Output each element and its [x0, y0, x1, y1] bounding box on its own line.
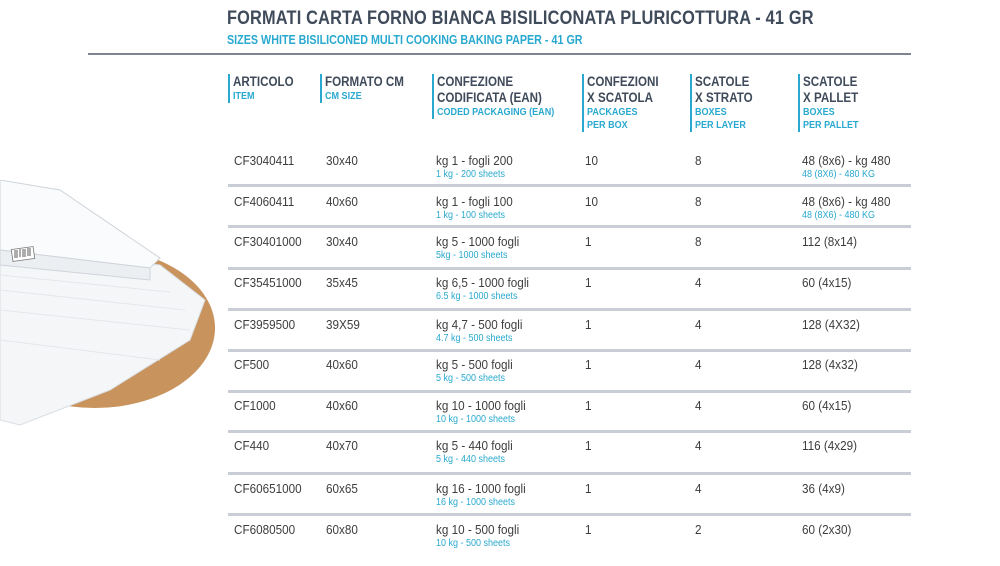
item-boxes-per-layer: 4 — [695, 398, 702, 413]
item-boxes-per-pallet: 60 (2x30) — [802, 522, 852, 537]
item-packaging-en: 4.7 kg - 500 sheets — [436, 333, 513, 344]
header-formato: FORMATO CM CM SIZE — [320, 74, 417, 103]
item-packages-per-box: 1 — [585, 398, 592, 413]
item-size: 40x70 — [326, 438, 358, 453]
item-size: 60x80 — [326, 522, 358, 537]
item-packaging-en: 16 kg - 1000 sheets — [436, 497, 516, 508]
item-boxes-per-pallet: 48 (8x6) - kg 480 — [802, 194, 891, 209]
item-packaging-en: 10 kg - 1000 sheets — [436, 414, 516, 425]
item-boxes-per-pallet: 116 (4x29) — [802, 438, 858, 453]
item-code: CF30401000 — [234, 234, 302, 249]
item-code: CF1000 — [234, 398, 276, 413]
item-packaging-en: 6.5 kg - 1000 sheets — [436, 291, 518, 302]
item-code: CF4060411 — [234, 194, 295, 209]
item-boxes-per-layer: 4 — [695, 275, 702, 290]
item-packaging: kg 10 - 1000 fogli — [436, 398, 526, 413]
item-boxes-per-layer: 8 — [695, 234, 702, 249]
item-boxes-per-layer: 4 — [695, 357, 702, 372]
item-code: CF6080500 — [234, 522, 296, 537]
item-packaging-en: 1 kg - 100 sheets — [436, 210, 506, 221]
item-code: CF60651000 — [234, 481, 302, 496]
item-packaging-en: 1 kg - 200 sheets — [436, 169, 506, 180]
item-size: 30x40 — [326, 234, 358, 249]
header-confezione: CONFEZIONE CODIFICATA (EAN) CODED PACKAGING (EAN) — [432, 74, 573, 119]
item-packaging: kg 1 - fogli 100 — [436, 194, 513, 209]
page-subtitle: SIZES WHITE BISILICONED MULTI COOKING BAKING PAPER - 41 GR — [227, 33, 583, 47]
header-articolo: ARTICOLO ITEM — [228, 74, 304, 103]
item-boxes-per-pallet-en: 48 (8X6) - 480 KG — [802, 210, 876, 221]
header-scatole-pallet: SCATOLE X PALLET BOXES PER PALLET — [798, 74, 868, 132]
item-packages-per-box: 1 — [585, 234, 592, 249]
item-size: 35x45 — [326, 275, 358, 290]
baking-paper-box-illustration — [0, 180, 215, 430]
row-separator — [228, 513, 911, 516]
item-packages-per-box: 10 — [585, 194, 599, 209]
item-packaging: kg 5 - 440 fogli — [436, 438, 513, 453]
title-divider — [88, 53, 911, 55]
item-packages-per-box: 1 — [585, 522, 592, 537]
row-separator — [228, 349, 911, 352]
item-boxes-per-layer: 4 — [695, 481, 702, 496]
item-boxes-per-pallet: 128 (4x32) — [802, 357, 858, 372]
item-code: CF3040411 — [234, 153, 295, 168]
item-packaging: kg 5 - 500 fogli — [436, 357, 513, 372]
item-code: CF35451000 — [234, 275, 302, 290]
item-size: 39X59 — [326, 317, 360, 332]
item-boxes-per-layer: 4 — [695, 438, 702, 453]
row-separator — [228, 225, 911, 228]
item-boxes-per-layer: 4 — [695, 317, 702, 332]
item-packages-per-box: 1 — [585, 481, 592, 496]
item-packages-per-box: 10 — [585, 153, 599, 168]
row-separator — [228, 267, 911, 270]
item-size: 40x60 — [326, 398, 358, 413]
page-title: FORMATI CARTA FORNO BIANCA BISILICONATA PLURICOTTURA - 41 GR — [227, 8, 814, 29]
item-packages-per-box: 1 — [585, 357, 592, 372]
row-separator — [228, 184, 911, 187]
item-packages-per-box: 1 — [585, 438, 592, 453]
item-packaging: kg 10 - 500 fogli — [436, 522, 520, 537]
item-packaging-en: 10 kg - 500 sheets — [436, 538, 511, 549]
item-size: 30x40 — [326, 153, 358, 168]
item-code: CF440 — [234, 438, 270, 453]
item-code: CF3959500 — [234, 317, 296, 332]
item-boxes-per-layer: 8 — [695, 194, 702, 209]
item-packages-per-box: 1 — [585, 275, 592, 290]
item-size: 60x65 — [326, 481, 358, 496]
item-boxes-per-pallet: 60 (4x15) — [802, 275, 852, 290]
header-scatole-strato: SCATOLE X STRATO BOXES PER LAYER — [690, 74, 762, 132]
item-size: 40x60 — [326, 357, 358, 372]
item-boxes-per-pallet: 60 (4x15) — [802, 398, 852, 413]
item-packaging-en: 5kg - 1000 sheets — [436, 250, 508, 261]
item-code: CF500 — [234, 357, 270, 372]
item-boxes-per-layer: 2 — [695, 522, 702, 537]
header-confezioni-scatola: CONFEZIONI X SCATOLA PACKAGES PER BOX — [582, 74, 670, 132]
item-packaging: kg 4,7 - 500 fogli — [436, 317, 523, 332]
item-packages-per-box: 1 — [585, 317, 592, 332]
item-boxes-per-pallet: 36 (4x9) — [802, 481, 845, 496]
item-size: 40x60 — [326, 194, 358, 209]
item-packaging: kg 16 - 1000 fogli — [436, 481, 526, 496]
item-packaging: kg 5 - 1000 fogli — [436, 234, 520, 249]
item-boxes-per-pallet: 128 (4X32) — [802, 317, 860, 332]
row-separator — [228, 308, 911, 311]
item-packaging-en: 5 kg - 440 sheets — [436, 454, 506, 465]
item-boxes-per-pallet-en: 48 (8X6) - 480 KG — [802, 169, 876, 180]
item-boxes-per-layer: 8 — [695, 153, 702, 168]
item-packaging-en: 5 kg - 500 sheets — [436, 373, 506, 384]
item-boxes-per-pallet: 48 (8x6) - kg 480 — [802, 153, 891, 168]
item-packaging: kg 6,5 - 1000 fogli — [436, 275, 530, 290]
row-separator — [228, 472, 911, 475]
item-packaging: kg 1 - fogli 200 — [436, 153, 513, 168]
row-separator — [228, 430, 911, 433]
item-boxes-per-pallet: 112 (8x14) — [802, 234, 858, 249]
row-separator — [228, 390, 911, 393]
